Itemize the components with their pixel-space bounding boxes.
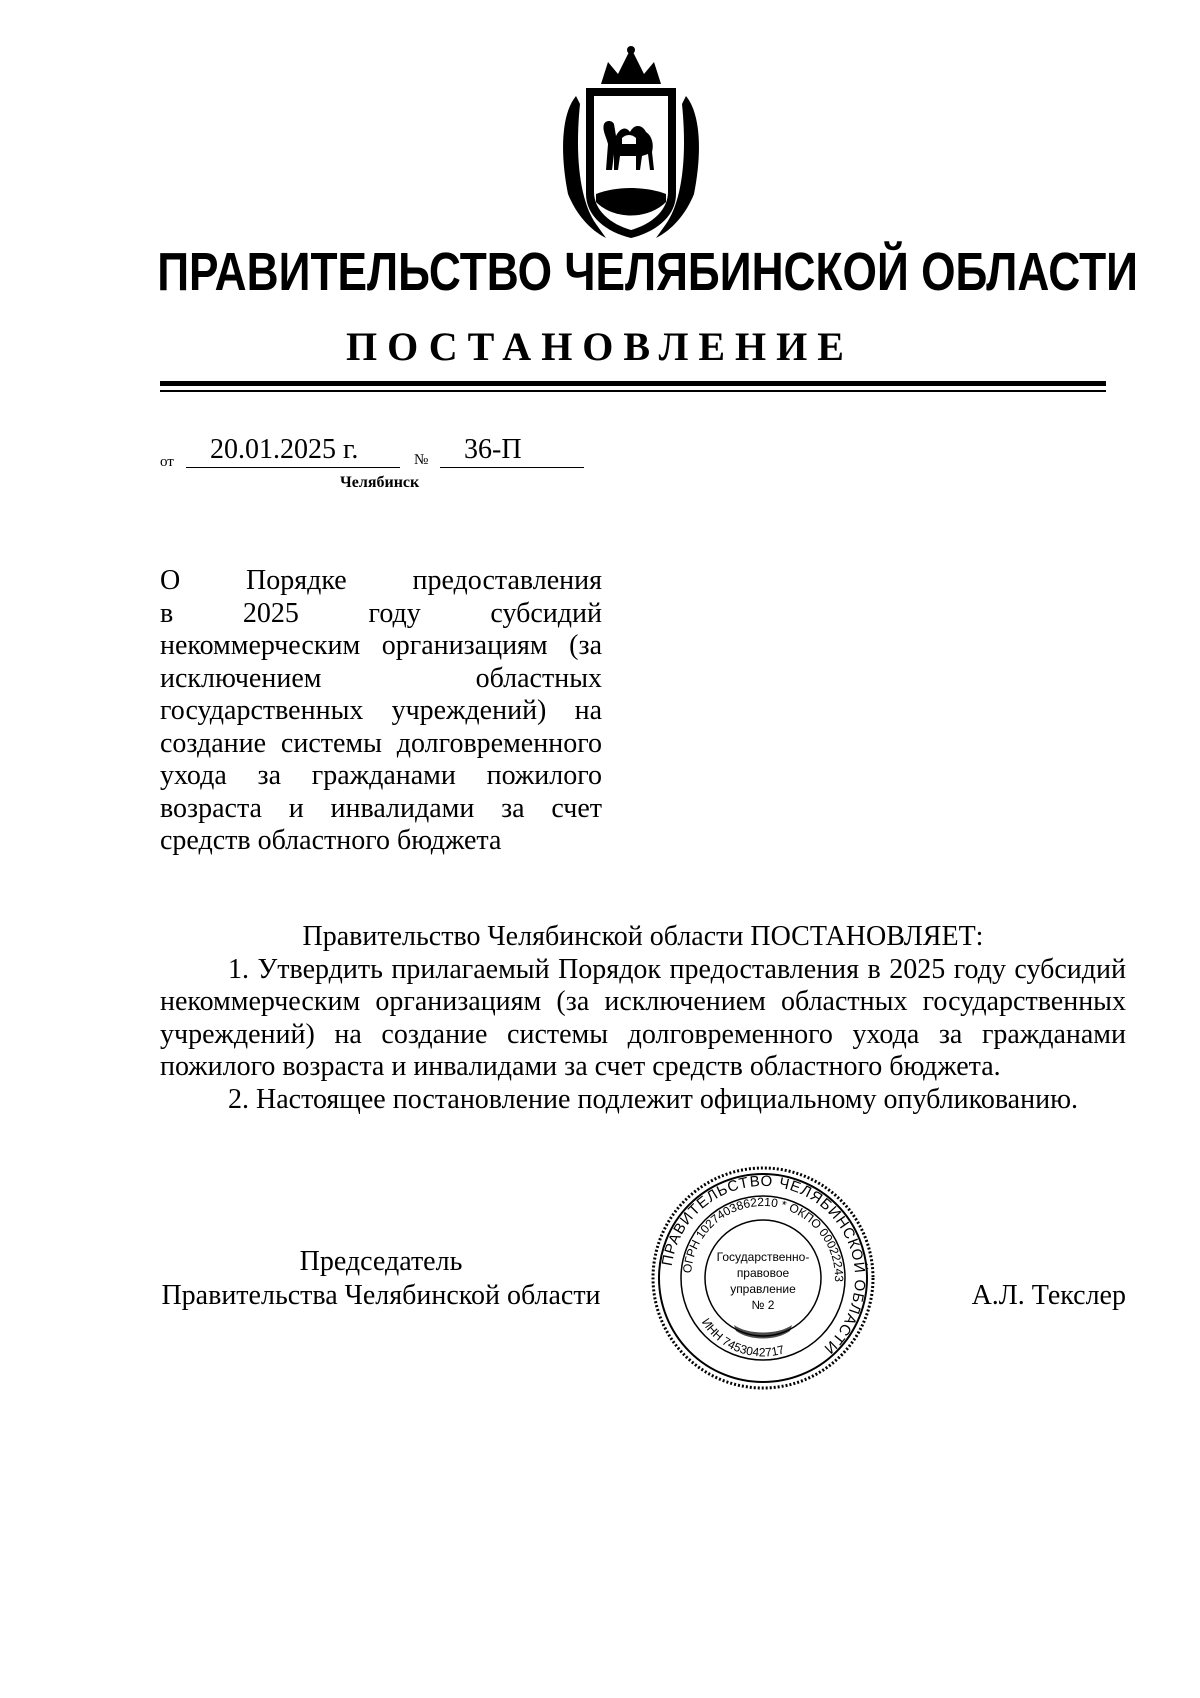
subject-line: средств областного бюджета bbox=[160, 825, 502, 856]
stamp-center-line-2: правовое bbox=[736, 1266, 790, 1280]
subject-line: ухода за гражданами пожилого bbox=[160, 760, 602, 791]
city: Челябинск bbox=[340, 474, 420, 491]
clause-2: 2. Настоящее постановление подлежит официальному опубликованию. bbox=[228, 1083, 1078, 1115]
subject-line: исключением областных bbox=[160, 662, 602, 694]
document-number: 36-П bbox=[464, 434, 522, 465]
stamp-center-line-3: управление bbox=[730, 1282, 796, 1296]
stamp-inn-text: ИНН 7453042717 bbox=[698, 1315, 786, 1360]
from-label: от bbox=[160, 454, 174, 470]
coat-of-arms-icon bbox=[556, 44, 706, 246]
subject-line: некоммерческим организациям (за bbox=[160, 630, 602, 661]
number-underline bbox=[440, 467, 584, 468]
document-type-title: ПОСТАНОВЛЕНИЕ bbox=[346, 324, 854, 369]
subject-line: О Порядке предоставления bbox=[160, 565, 602, 596]
stamp-middle-ring-text: ОГРН 1027403862210 * ОКПО 00022243 bbox=[680, 1194, 847, 1283]
header-rule-thin bbox=[160, 390, 1106, 392]
signatory-role bbox=[160, 1245, 602, 1313]
stamp-center-line-4: № 2 bbox=[751, 1298, 775, 1312]
subject-line: возраста и инвалидами за счет bbox=[160, 792, 602, 824]
date-underline bbox=[186, 467, 400, 468]
stamp-outer-ring-text: ПРАВИТЕЛЬСТВО ЧЕЛЯБИНСКОЙ ОБЛАСТИ bbox=[658, 1172, 869, 1358]
resolution-heading: Правительство Челябинской области ПОСТАНОВЛЯЕТ: bbox=[302, 921, 984, 952]
government-title: ПРАВИТЕЛЬСТВО ЧЕЛЯБИНСКОЙ ОБЛАСТИ bbox=[157, 242, 1138, 302]
header-rule-thick bbox=[160, 381, 1106, 386]
subject-line: государственных учреждений) на bbox=[160, 695, 602, 726]
document-subject bbox=[160, 565, 602, 858]
stamp-center-line-1: Государственно- bbox=[716, 1250, 810, 1264]
document-body bbox=[160, 921, 1126, 1116]
document-date: 20.01.2025 г. bbox=[210, 434, 359, 465]
subject-line: в 2025 году субсидий bbox=[160, 597, 602, 629]
subject-line: создание системы долговременного bbox=[160, 727, 602, 759]
number-label: № bbox=[414, 452, 429, 468]
signatory-name: А.Л. Текслер bbox=[971, 1280, 1126, 1311]
signatory-role-line-1: Председатель bbox=[299, 1246, 463, 1277]
official-stamp bbox=[650, 1165, 876, 1391]
clause-1: 1. Утвердить прилагаемый Порядок предоставления в 2025 году субсидий некоммерческим организациям (за исключением областных государственных учреждений) на создание системы долговременного ухода за гражданами пожилого возраста и инвалидами за счет средств областного бюджета. bbox=[160, 953, 1126, 1082]
signatory-role-line-2: Правительства Челябинской области bbox=[161, 1280, 601, 1311]
